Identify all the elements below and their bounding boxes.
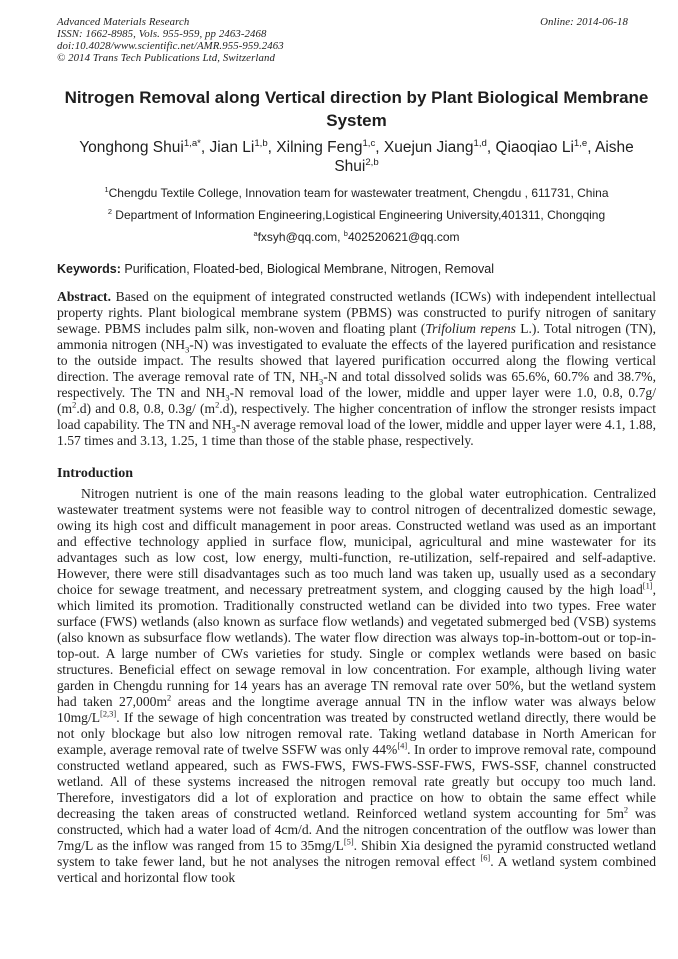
keywords-label: Keywords: xyxy=(57,262,121,277)
affiliation-1: $^1$Chengdu Textile College, Innovation team for wastewater treatment, Chengdu , 611731, China xyxy=(104,185,609,201)
keywords-line xyxy=(57,262,656,277)
journal-issn-line: ISSN: 1662-8985, Vols. 955-959, pp 2463-2468 xyxy=(57,28,267,41)
affiliation-2: $^2$ Department of Information Engineering,Logistical Engineering University,401311, Chongqing xyxy=(107,207,606,223)
abstract-paragraph: Abstract. Based on the equipment of integrated constructed wetlands (ICWs) with independent intellectual property rights. Plant biological membrane system (PBMS) was constructed to purify nitrogen of sanitary sewage. PBMS includes palm silk, non-woven and floating plant (Trifolium repens L.). Total nitrogen (TN), ammonia nitrogen $(NH_3-N)$ was investigated to evaluate the effects of the layered purification and resistance to the outside impact. The results showed that layered purification occurred along the flowing vertical direction. The average removal rate of TN, $NH_3-N$ and total dissolved solids was 65.6%, 60.7% and 38.7%, respectively. The TN and $NH_3-N$ removal load of the lower, middle and upper layer were 1.0, 0.8, 0.7g/ $(m^2.d)$ and 0.8, 0.8, 0.3g/ $(m^2.d)$, respectively. The higher concentration of inflow the stronger resists impact load capability. The TN and $NH_3-N$ average removal load of the lower, middle and upper layer were 4.1, 1.88, 1.57 times and 3.13, 1.25, 1 time than those of the stable phase, respectively. xyxy=(57,289,656,449)
journal-header xyxy=(57,16,656,64)
journal-copyright-line: © 2014 Trans Tech Publications Ltd, Switzerland xyxy=(57,52,275,65)
keywords-list: Purification, Floated-bed, Biological Membrane, Nitrogen, Removal xyxy=(120,262,495,277)
journal-info xyxy=(57,16,284,64)
author-emails: $^a$fxsyh@qq.com, $^b$402520621@qq.com xyxy=(253,229,460,245)
paper-title: Nitrogen Removal along Vertical direction by Plant Biological Membrane System xyxy=(64,88,649,131)
introduction-paragraph: Nitrogen nutrient is one of the main reasons leading to the global water eutrophication. Centralized wastewater treatment systems were not feasible way to control nitrogen of decentralized domestic sewage, owing its high cost and difficult management in poor areas. Constructed wetland was used as an important and effective technology applied in surface flow, municipal, agricultural and mine wastewater for its advantages such as low cost, low energy, multi-function, re-utilization, self-repaired and self-adaptive. However, there were still disadvantages such as too much land was taken up, usually used as a secondary choice for sewage treatment, and necessary pretreatment system, and clogging caused by the high load[1], which limited its promotion. Traditionally constructed wetland can be divided into two types. Free water surface (FWS) wetlands (also known as surface flow wetlands) and vegetated submerged bed (VSB) systems (also known as subsurface flow wetlands). The water flow direction was always top-in-bottom-out or top-in-top-out. A large number of CWs varieties for study. Single or complex wetlands were based on basic structures. Beneficial effect on sewage removal in low concentration. For example, although living water garden in Chengdu running for 14 years has an average TN removal rate over 50%, but the wetland system had taken $27,000m^2$ areas and the longtime average annual TN in the inflow water was always below 10mg/L[2,3]. If the sewage of high concentration was treated by constructed wetland directly, there would be not only blockage but also low nitrogen removal rate. Taking wetland database in North American for example, average removal rate of twelve SSFW was only 44%[4]. In order to improve removal rate, compound constructed wetland appeared, such as FWS-FWS, FWS-FWS-SSF-FWS, FWS-SSF, channel constructed wetland. All of these systems increased the nitrogen removal rate greatly but occupy too much land. Therefore, investigators did a lot of exploration and practice on how to obtain the same effect while decreasing the taken areas of constructed wetland. Reinforced wetland system accounting for $5m^2$ was constructed, which had a water load of 4cm/d. And the nitrogen concentration of the outflow was lower than 7mg/L as the inflow was ranged from 15 to 35mg/L[5]. Shibin Xia designed the pyramid constructed wetland system to take fewer land, but he not analyses the nitrogen removal effect [6]. A wetland system combined vertical and horizontal flow took xyxy=(57,486,657,886)
online-date: Online: 2014-06-18 xyxy=(540,16,628,28)
section-heading-introduction: Introduction xyxy=(57,466,133,482)
authors-line: Yonghong Shui$^{1,a*}$, Jian Li$^{1,b}$, Xilning Feng$^{1,c}$, Xuejun Jiang$^{1,d}$, Qiaoqiao Li$^{1,e}$, Aishe Shui$^{2,b}$ xyxy=(79,138,634,176)
journal-doi-line: doi:10.4028/www.scientific.net/AMR.955-959.2463 xyxy=(57,40,284,53)
journal-title: Advanced Materials Research xyxy=(57,16,190,28)
